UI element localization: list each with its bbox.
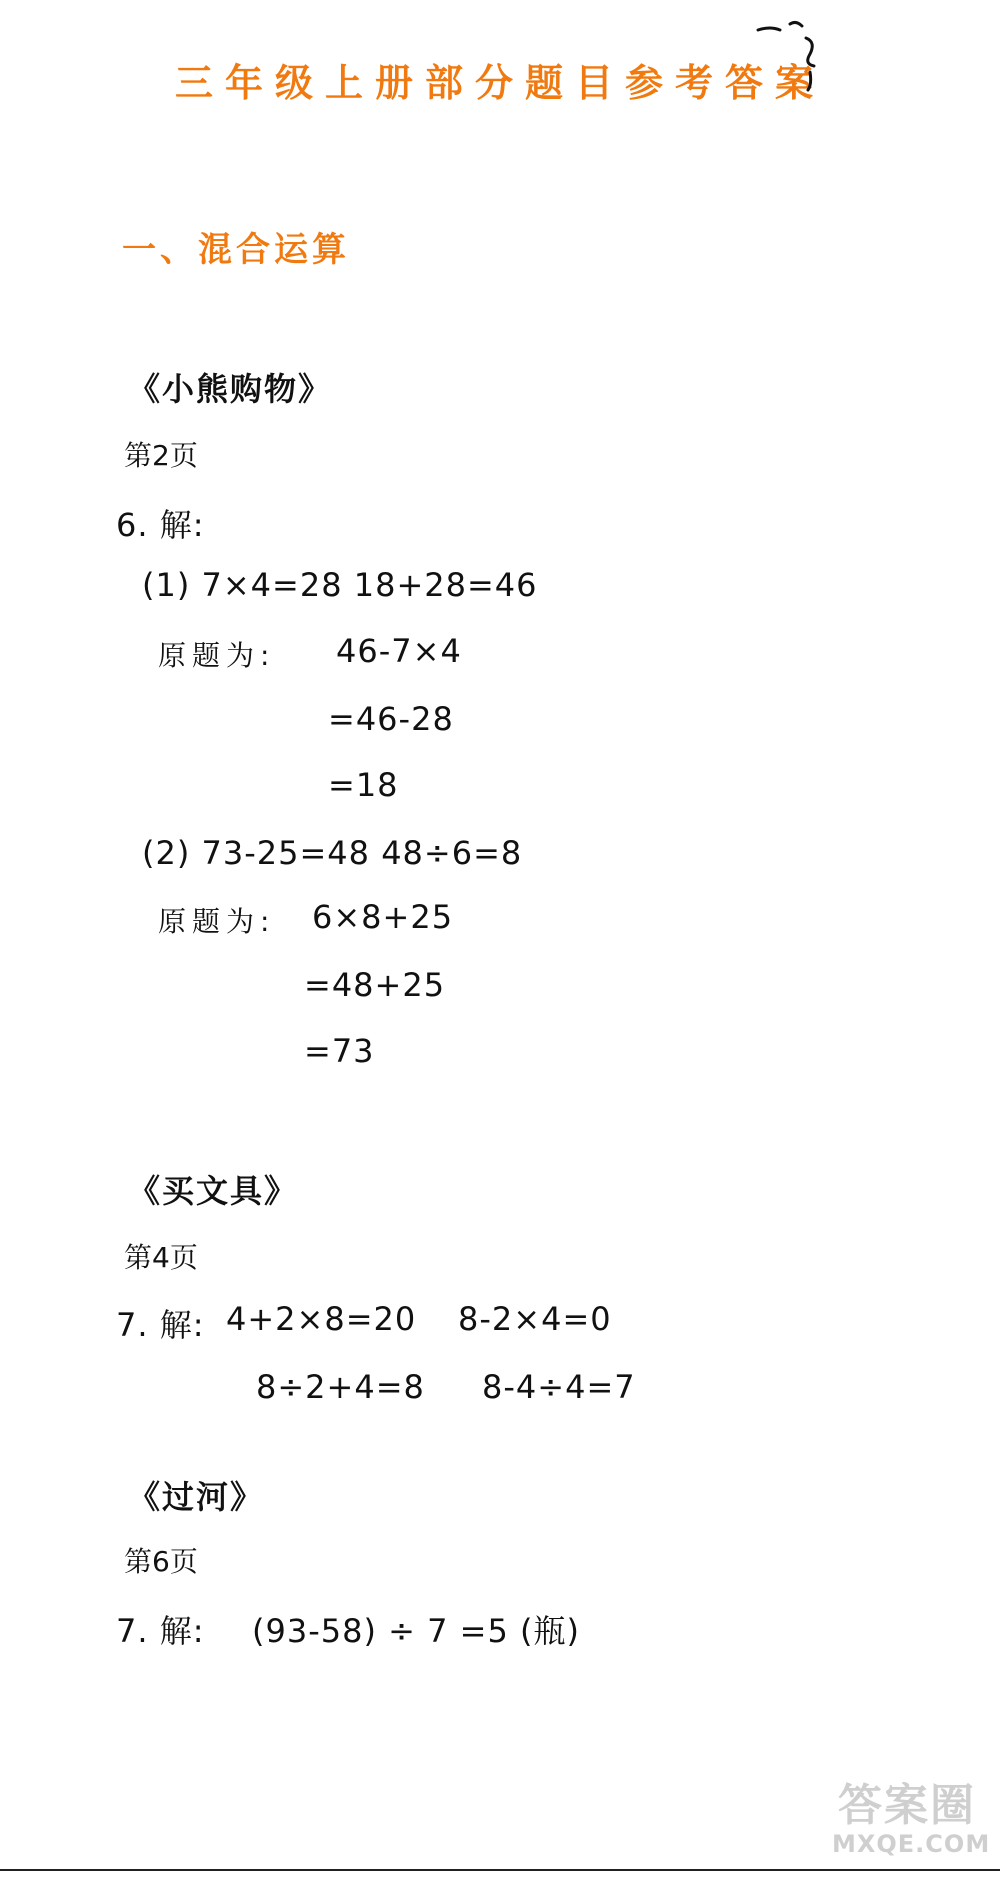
problem-number: 6. 解: [116,506,205,544]
expression-line: 8÷2+4=8 [256,1368,425,1406]
watermark-logo [832,1780,991,1861]
page-number: 第4页 [124,1241,198,1274]
watermark-logo-text: 答案圈 [838,1780,976,1831]
expression-line: 8-4÷4=7 [482,1368,636,1406]
expression-line: =73 [304,1032,375,1070]
page-number: 第2页 [124,439,198,472]
expression-line: 4+2×8=20 [226,1300,417,1338]
expression-line: =46-28 [328,700,454,738]
watermark-url: MXQE.COM [832,1830,991,1858]
expression-line: 6×8+25 [312,898,454,936]
lesson-heading-cross-river: 《过河》 [128,1478,265,1516]
handwritten-scribble-icon [750,14,830,94]
bottom-divider [0,1869,1000,1871]
expression-line: 46-7×4 [336,632,462,670]
section-heading-mixed-operations: 一、混合运算 [122,230,350,270]
problem-number: 7. 解: [116,1612,205,1650]
lesson-heading-buy-stationery: 《买文具》 [128,1172,299,1210]
solution-part-2: (2) 73-25=48 48÷6=8 [142,834,523,872]
page-title: 三年级上册部分题目参考答案 [174,61,825,105]
problem-number: 7. 解: [116,1306,205,1344]
original-expression-label: 原题为: [158,639,276,672]
solution-part-1: (1) 7×4=28 18+28=46 [142,566,538,604]
expression-line: =18 [328,766,399,804]
expression-line: =48+25 [304,966,446,1004]
page-number: 第6页 [124,1545,198,1578]
expression-line: 8-2×4=0 [458,1300,612,1338]
original-expression-label: 原题为: [158,905,276,938]
lesson-heading-bear-shopping: 《小熊购物》 [128,370,333,408]
expression-line: (93-58) ÷ 7 =5 (瓶) [252,1612,580,1650]
